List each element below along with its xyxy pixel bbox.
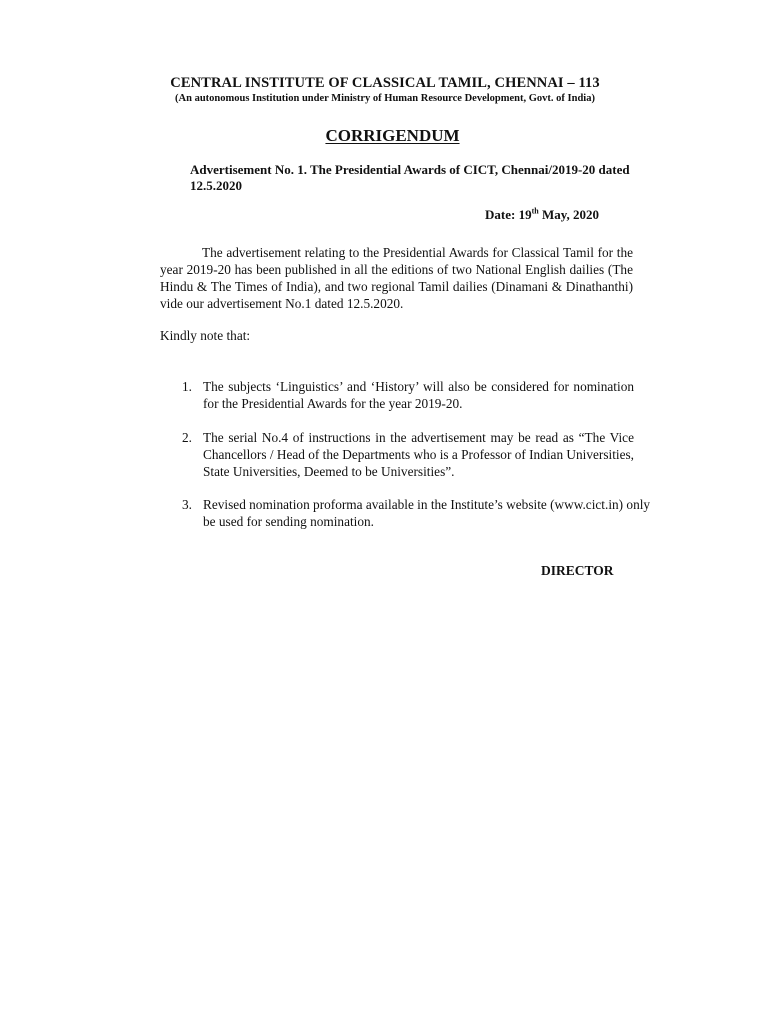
list-item-number: 1. <box>182 379 192 394</box>
date-superscript: th <box>531 206 539 216</box>
date-month-year: May, 2020 <box>538 207 600 222</box>
date-label: Date: 19 <box>485 207 532 222</box>
advertisement-reference: Advertisement No. 1. The Presidential Awards of CICT, Chennai/2019-20 dated 12.5.2020 <box>190 162 630 193</box>
list-item <box>182 429 634 480</box>
list-item <box>182 496 657 530</box>
list-item-number: 3. <box>182 497 192 512</box>
list-item-text: The serial No.4 of instructions in the advertisement may be read as “The Vice Chancellors / Head of the Departments who is a Professor of Indian Universities, State Universities, Deemed to be Universities”. <box>203 430 634 479</box>
list-item-text: The subjects ‘Linguistics’ and ‘History’ will also be considered for nomination for the Presidential Awards for the year 2019-20. <box>203 379 634 411</box>
list-item-text: Revised nomination proforma available in the Institute’s website (www.cict.in) only be used for sending nomination. <box>203 497 651 529</box>
list-item-number: 2. <box>182 430 192 445</box>
note-intro: Kindly note that: <box>160 328 251 343</box>
institute-subtitle: (An autonomous Institution under Ministry of Human Resource Development, Govt. of India) <box>175 93 595 104</box>
signatory: DIRECTOR <box>541 563 614 578</box>
body-paragraph: The advertisement relating to the Presidential Awards for Classical Tamil for the year 2019-20 has been published in all the editions of two National English dailies (The Hindu & The Times of India), and two regional Tamil dailies (Dinamani & Dinathanthi) vide our advertisement No.1 dated 12.5.2020. <box>160 245 633 311</box>
document-date <box>485 207 599 223</box>
list-item <box>182 378 634 412</box>
institute-title: CENTRAL INSTITUTE OF CLASSICAL TAMIL, CHENNAI – 113 <box>170 75 600 91</box>
document-heading: CORRIGENDUM <box>325 126 460 145</box>
